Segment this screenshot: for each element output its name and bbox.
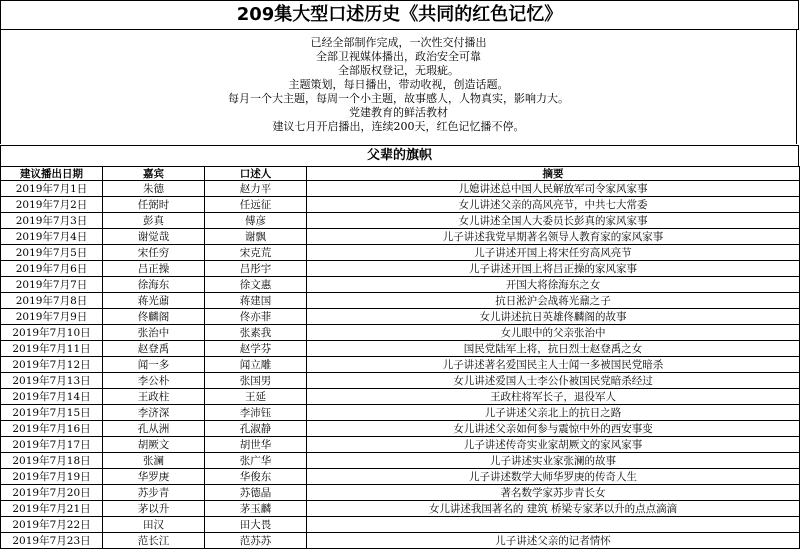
cell-guest[interactable]: 赵登禹: [103, 341, 205, 357]
cell-date[interactable]: 2019年7月13日: [1, 373, 103, 389]
intro-line: 每月一个大主题，每周一个小主题，故事感人，人物真实，影响力大。: [228, 92, 569, 105]
cell-date[interactable]: 2019年7月14日: [1, 389, 103, 405]
cell-guest[interactable]: 茅以升: [103, 501, 205, 517]
cell-guest[interactable]: 蒋光鼐: [103, 293, 205, 309]
cell-summary[interactable]: 儿子讲述传奇实业家胡厥文的家风家事: [307, 437, 800, 453]
cell-date[interactable]: 2019年7月3日: [1, 213, 103, 229]
cell-narrator[interactable]: 王延: [205, 389, 307, 405]
intro-line: 主题策划，每日播出，带动收视，创造话题。: [288, 78, 509, 91]
cell-summary[interactable]: 女儿眼中的父亲张治中: [307, 325, 800, 341]
column-header-narrator[interactable]: 口述人: [205, 167, 307, 181]
cell-narrator[interactable]: 任远征: [205, 197, 307, 213]
table-row: [1, 421, 800, 437]
intro-line: 已经全部制作完成，一次性交付播出: [310, 36, 487, 49]
cell-date[interactable]: 2019年7月23日: [1, 533, 103, 549]
cell-narrator[interactable]: 徐文惠: [205, 277, 307, 293]
cell-narrator[interactable]: 胡世华: [205, 437, 307, 453]
cell-summary[interactable]: 女儿讲述父亲如何参与震惊中外的西安事变: [307, 421, 800, 437]
cell-summary[interactable]: 国民党陆军上将，抗日烈士赵登禹之女: [307, 341, 800, 357]
table-row: [1, 261, 800, 277]
cell-date[interactable]: 2019年7月17日: [1, 437, 103, 453]
cell-summary[interactable]: 儿子讲述父亲的记者情怀: [307, 533, 800, 549]
cell-narrator[interactable]: 田大畏: [205, 517, 307, 533]
cell-narrator[interactable]: 蒋建国: [205, 293, 307, 309]
cell-summary[interactable]: 儿媳讲述总中国人民解放军司令家风家事: [307, 181, 800, 197]
intro-block: [0, 30, 797, 144]
cell-guest[interactable]: 彭真: [103, 213, 205, 229]
table-row: [1, 357, 800, 373]
cell-date[interactable]: 2019年7月10日: [1, 325, 103, 341]
cell-guest[interactable]: 宋任穷: [103, 245, 205, 261]
cell-summary[interactable]: 女儿讲述父亲的高风亮节，中共七大常委: [307, 197, 800, 213]
column-header-summary[interactable]: 摘要: [307, 167, 800, 181]
cell-narrator[interactable]: 佟亦菲: [205, 309, 307, 325]
table-row: [1, 501, 800, 517]
cell-narrator[interactable]: 苏德晶: [205, 485, 307, 501]
intro-line: 全部卫视媒体播出，政治安全可靠: [316, 50, 481, 63]
table-row: [1, 293, 800, 309]
cell-summary[interactable]: 儿子讲述我党早期著名领导人教育家的家风家事: [307, 229, 800, 245]
cell-narrator[interactable]: 茅玉麟: [205, 501, 307, 517]
cell-guest[interactable]: 范长江: [103, 533, 205, 549]
cell-summary[interactable]: [307, 517, 800, 533]
cell-guest[interactable]: 谢觉哉: [103, 229, 205, 245]
cell-summary[interactable]: 儿子讲述著名爱国民主人士闻一多被国民党暗杀: [307, 357, 800, 373]
cell-guest[interactable]: 吕正操: [103, 261, 205, 277]
cell-guest[interactable]: 苏步青: [103, 485, 205, 501]
cell-date[interactable]: 2019年7月16日: [1, 421, 103, 437]
cell-guest[interactable]: 佟麟阁: [103, 309, 205, 325]
cell-summary[interactable]: 女儿讲述全国人大委员长彭真的家风家事: [307, 213, 800, 229]
cell-date[interactable]: 2019年7月7日: [1, 277, 103, 293]
table-row: [1, 341, 800, 357]
cell-date[interactable]: 2019年7月6日: [1, 261, 103, 277]
cell-summary[interactable]: 女儿讲述抗日英雄佟麟阁的故事: [307, 309, 800, 325]
cell-narrator[interactable]: 赵力平: [205, 181, 307, 197]
cell-guest[interactable]: 王政柱: [103, 389, 205, 405]
cell-date[interactable]: 2019年7月1日: [1, 181, 103, 197]
cell-narrator[interactable]: 谢飘: [205, 229, 307, 245]
cell-date[interactable]: 2019年7月20日: [1, 485, 103, 501]
intro-line: 党建教育的鲜活教材: [349, 106, 448, 119]
cell-guest[interactable]: 华罗庚: [103, 469, 205, 485]
cell-narrator[interactable]: 孔淑静: [205, 421, 307, 437]
cell-narrator[interactable]: 华俊东: [205, 469, 307, 485]
table-row: [1, 453, 800, 469]
cell-summary[interactable]: 儿子讲述数学大师华罗庚的传奇人生: [307, 469, 800, 485]
table-row: [1, 389, 800, 405]
cell-guest[interactable]: 徐海东: [103, 277, 205, 293]
cell-date[interactable]: 2019年7月8日: [1, 293, 103, 309]
cell-guest[interactable]: 李公朴: [103, 373, 205, 389]
table-row: [1, 229, 800, 245]
table-row: [1, 405, 800, 421]
cell-guest[interactable]: 任弼时: [103, 197, 205, 213]
cell-narrator[interactable]: 宋克荒: [205, 245, 307, 261]
cell-date[interactable]: 2019年7月11日: [1, 341, 103, 357]
table-row: [1, 533, 800, 549]
cell-summary[interactable]: 儿子讲述父亲北上的抗日之路: [307, 405, 800, 421]
cell-date[interactable]: 2019年7月19日: [1, 469, 103, 485]
cell-date[interactable]: 2019年7月12日: [1, 357, 103, 373]
cell-narrator[interactable]: 张广华: [205, 453, 307, 469]
column-header-guest[interactable]: 嘉宾: [103, 167, 205, 181]
cell-summary[interactable]: 儿子讲述开国上将吕正操的家风家事: [307, 261, 800, 277]
cell-date[interactable]: 2019年7月18日: [1, 453, 103, 469]
cell-date[interactable]: 2019年7月22日: [1, 517, 103, 533]
table-row: [1, 197, 800, 213]
cell-date[interactable]: 2019年7月15日: [1, 405, 103, 421]
cell-guest[interactable]: 朱德: [103, 181, 205, 197]
table-row: [1, 373, 800, 389]
cell-summary[interactable]: 开国大将徐海东之女: [307, 277, 800, 293]
cell-narrator[interactable]: 张国男: [205, 373, 307, 389]
page-title: 209集大型口述历史《共同的红色记忆》: [0, 0, 799, 30]
cell-narrator[interactable]: 闻立雕: [205, 357, 307, 373]
cell-narrator[interactable]: 张素我: [205, 325, 307, 341]
intro-line: 建议七月开启播出，连续200天，红色记忆播不停。: [272, 120, 525, 133]
table-row: [1, 485, 800, 501]
table-row: [1, 469, 800, 485]
schedule-table: [0, 166, 800, 549]
table-row: [1, 437, 800, 453]
section-title: 父辈的旗帜: [0, 145, 799, 167]
table-row: [1, 517, 800, 533]
cell-summary[interactable]: 王政柱将军长子，退役军人: [307, 389, 800, 405]
cell-narrator[interactable]: 李沛钰: [205, 405, 307, 421]
cell-summary[interactable]: 儿子讲述开国上将宋任穷高风亮节: [307, 245, 800, 261]
cell-date[interactable]: 2019年7月4日: [1, 229, 103, 245]
cell-narrator[interactable]: 范苏苏: [205, 533, 307, 549]
cell-date[interactable]: 2019年7月5日: [1, 245, 103, 261]
column-header-date[interactable]: 建议播出日期: [1, 167, 103, 181]
cell-summary[interactable]: 抗日淞沪会战蒋光鼐之子: [307, 293, 800, 309]
cell-summary[interactable]: 女儿讲述我国著名的 建筑 桥梁专家茅以升的点点滴滴: [307, 501, 800, 517]
cell-guest[interactable]: 孔从洲: [103, 421, 205, 437]
table-row: [1, 325, 800, 341]
cell-summary[interactable]: 儿子讲述实业家张澜的故事: [307, 453, 800, 469]
table-row: [1, 213, 800, 229]
table-row: [1, 309, 800, 325]
cell-date[interactable]: 2019年7月2日: [1, 197, 103, 213]
table-row: [1, 181, 800, 197]
cell-narrator[interactable]: 傅彦: [205, 213, 307, 229]
cell-guest[interactable]: 田汉: [103, 517, 205, 533]
cell-guest[interactable]: 胡厥文: [103, 437, 205, 453]
table-row: [1, 245, 800, 261]
cell-narrator[interactable]: 赵学芬: [205, 341, 307, 357]
cell-guest[interactable]: 张澜: [103, 453, 205, 469]
table-row: [1, 277, 800, 293]
cell-date[interactable]: 2019年7月21日: [1, 501, 103, 517]
cell-narrator[interactable]: 吕彤宇: [205, 261, 307, 277]
cell-guest[interactable]: 张治中: [103, 325, 205, 341]
intro-line: 全部版权登记，无瑕疵。: [338, 64, 459, 77]
cell-guest[interactable]: 闻一多: [103, 357, 205, 373]
cell-date[interactable]: 2019年7月9日: [1, 309, 103, 325]
table-header-row: [1, 167, 800, 181]
cell-summary[interactable]: 著名数学家苏步青长女: [307, 485, 800, 501]
cell-guest[interactable]: 李济深: [103, 405, 205, 421]
cell-summary[interactable]: 女儿讲述爱国人士李公仆被国民党暗杀经过: [307, 373, 800, 389]
